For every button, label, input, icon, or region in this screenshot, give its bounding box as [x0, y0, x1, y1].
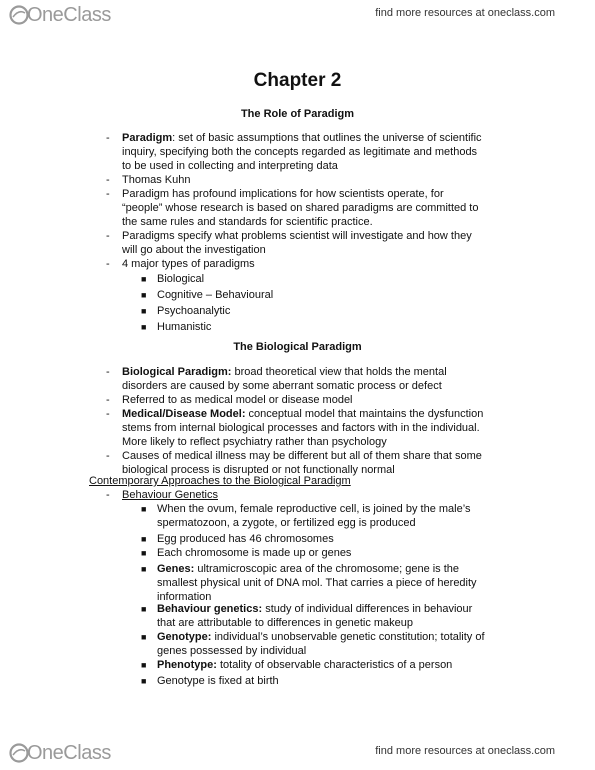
- dash-bullet: -: [106, 258, 110, 270]
- oneclass-logo[interactable]: [8, 740, 111, 766]
- sub-item-genes-cont: information: [157, 591, 212, 603]
- square-bullet: ■: [141, 564, 147, 574]
- sub-item-ovum-cont: spermatozoon, a zygote, or fertilized egg is produced: [157, 517, 416, 529]
- list-item-implications: Paradigm has profound implications for how scientists operate, for: [122, 188, 444, 200]
- square-bullet: ■: [141, 548, 147, 558]
- sub-item-genotype-fixed: Genotype is fixed at birth: [157, 675, 279, 687]
- dash-bullet: -: [106, 394, 110, 406]
- footer-bar: [0, 738, 595, 768]
- section-title-role-of-paradigm: The Role of Paradigm: [240, 108, 355, 120]
- logo-text: OneClass: [27, 741, 111, 764]
- dash-bullet: -: [106, 489, 110, 501]
- header-bar: [0, 0, 595, 30]
- sub-item-type: Psychoanalytic: [157, 305, 231, 317]
- dash-bullet: -: [106, 230, 110, 242]
- list-item-specify-cont: will go about the investigation: [122, 244, 266, 256]
- sub-item-genes: Genes: ultramicroscopic area of the chromosome; gene is the: [157, 563, 460, 575]
- dash-bullet: -: [106, 408, 110, 420]
- list-item-causes: Causes of medical illness may be different but all of them share that some: [122, 450, 482, 462]
- square-bullet: ■: [141, 604, 147, 614]
- oneclass-logo[interactable]: [8, 2, 111, 28]
- sub-item-genotype-cont: genes possessed by individual: [157, 645, 307, 657]
- list-item-types: 4 major types of paradigms: [122, 258, 255, 270]
- sub-item-ovum: When the ovum, female reproductive cell, is joined by the male’s: [157, 503, 471, 515]
- list-item-paradigm-cont: inquiry, specifying both the concepts regarded as legitimate and methods: [122, 146, 478, 158]
- sub-item-phenotype: Phenotype: totality of observable characteristics of a person: [157, 659, 453, 671]
- dash-bullet: -: [106, 174, 110, 186]
- square-bullet: ■: [141, 676, 147, 686]
- list-item-biological-paradigm-cont: disorders are caused by some aberrant somatic process or defect: [122, 380, 442, 392]
- list-item-biological-paradigm: Biological Paradigm: broad theoretical view that holds the mental: [122, 366, 447, 378]
- square-bullet: ■: [141, 306, 147, 316]
- sub-item-genes-cont: smallest physical unit of DNA mol. That carries a piece of heredity: [157, 577, 477, 589]
- dash-bullet: -: [106, 132, 110, 144]
- sub-item-each-chromosome: Each chromosome is made up or genes: [157, 547, 352, 559]
- chapter-title: Chapter 2: [253, 70, 342, 91]
- resources-link[interactable]: find more resources at oneclass.com: [375, 7, 555, 19]
- square-bullet: ■: [141, 322, 147, 332]
- square-bullet: ■: [141, 274, 147, 284]
- sub-item-type: Biological: [157, 273, 205, 285]
- sub-item-behaviour-genetics-cont: that are attributable to differences in genetic makeup: [157, 617, 414, 629]
- contemporary-approaches-heading: Contemporary Approaches to the Biological Paradigm: [89, 475, 351, 487]
- list-item-causes-cont: biological process is disrupted or not functionally normal: [122, 464, 395, 476]
- dash-bullet: -: [106, 450, 110, 462]
- behaviour-genetics-heading: Behaviour Genetics: [122, 489, 218, 501]
- sub-item-behaviour-genetics: Behaviour genetics: study of individual differences in behaviour: [157, 603, 473, 615]
- sub-item-type: Humanistic: [157, 321, 212, 333]
- square-bullet: ■: [141, 290, 147, 300]
- list-item-kuhn: Thomas Kuhn: [122, 174, 191, 186]
- dash-bullet: -: [106, 188, 110, 200]
- list-item-medical-model-cont: More likely to reflect psychiatry rather than psychology: [122, 436, 387, 448]
- list-item-medical-model-cont: stems from internal biological processes and factors with in the individual.: [122, 422, 480, 434]
- square-bullet: ■: [141, 504, 147, 514]
- logo-text: OneClass: [27, 3, 111, 26]
- list-item-paradigm-cont: to be used in collecting and interpreting data: [122, 160, 338, 172]
- list-item-implications-cont: the same rules and standards for scientific practice.: [122, 216, 373, 228]
- square-bullet: ■: [141, 534, 147, 544]
- square-bullet: ■: [141, 632, 147, 642]
- section-title-biological-paradigm: The Biological Paradigm: [233, 341, 362, 353]
- list-item-referred: Referred to as medical model or disease model: [122, 394, 353, 406]
- dash-bullet: -: [106, 366, 110, 378]
- square-bullet: ■: [141, 660, 147, 670]
- sub-item-genotype: Genotype: individual’s unobservable genetic constitution; totality of: [157, 631, 485, 643]
- resources-link[interactable]: find more resources at oneclass.com: [375, 745, 555, 757]
- list-item-paradigm: Paradigm: set of basic assumptions that outlines the universe of scientific: [122, 132, 482, 144]
- sub-item-egg: Egg produced has 46 chromosomes: [157, 533, 334, 545]
- list-item-implications-cont: “people” whose research is based on shared paradigms are committed to: [122, 202, 479, 214]
- list-item-medical-model: Medical/Disease Model: conceptual model that maintains the dysfunction: [122, 408, 484, 420]
- sub-item-type: Cognitive – Behavioural: [157, 289, 274, 301]
- list-item-specify: Paradigms specify what problems scientist will investigate and how they: [122, 230, 472, 242]
